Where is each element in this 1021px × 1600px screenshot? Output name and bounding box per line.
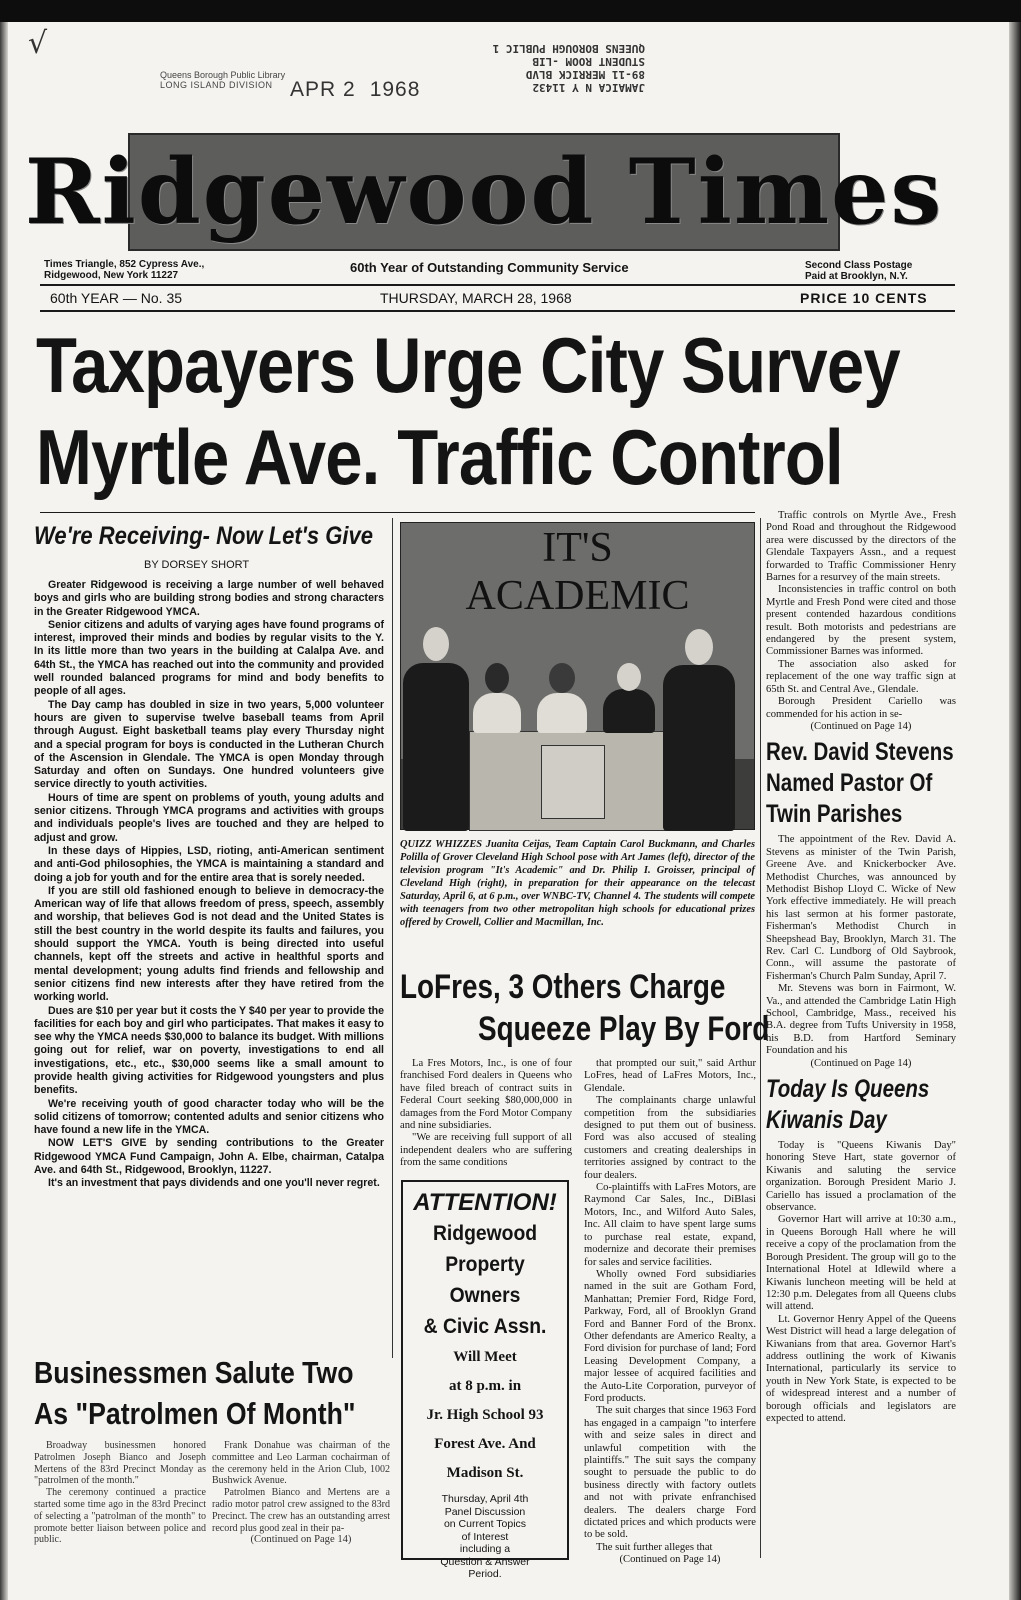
- ad-org-line-2: Property Owners: [445, 1253, 525, 1307]
- ymca-paragraph: Hours of time are spent on problems of youth, young adults and senior citizens. Through YMCA programs and activities with groups and individuals people's lives are touched and they are helped to adjust and grow.: [34, 791, 384, 844]
- mailing-label-line: JAMAICA N Y 11432: [532, 81, 645, 94]
- person-student-2: [537, 693, 587, 733]
- person-student-1: [473, 693, 521, 733]
- scan-left-edge: [0, 22, 8, 1600]
- lofres-paragraph: The complainants charge unlawful competition from the subsidiaries designed to put them out of business. Ford was also accused of stealing customers and creating dealerships in territories assigned by contract to the four dealers.: [584, 1095, 756, 1181]
- ad-detail-line: Question & Answer: [440, 1555, 530, 1568]
- ad-meet-line-4: Forest Ave. And: [434, 1436, 536, 1452]
- kiwanis-article: [766, 1074, 956, 1425]
- traffic-paragraph: Inconsistencies in traffic control on both Myrtle and Fresh Pond were cited and those present contended hazardous conditions result. Both motorists and pedestrians are endangered by the present system, Commissioner Barnes was informed.: [766, 584, 956, 658]
- businessmen-headline: [34, 1352, 356, 1434]
- person-student-3-head: [617, 663, 641, 691]
- lofres-paragraph: "We are receiving full support of all independent dealers who are suffering from the same conditions: [400, 1132, 572, 1169]
- ymca-article: [34, 522, 384, 1191]
- person-host-head: [423, 627, 449, 661]
- photo-caption: QUIZZ WHIZZES Juanita Ceijas, Team Captain Carol Buckmann, and Charles Polilla of Grover Cleveland High School pose with Art James (left), director of the television program "It's Academic" and Dr. Philip I. Groisser, principal of Cleveland High (right), in preparation for their appearance on the telecast Saturday, April 6, at 6 p.m., over WNBC-TV, Channel 4. The students will compete with teenagers from two other metropolitan high schools for educational prizes offered by Crowell, Collier and Macmillan, Inc.: [400, 839, 755, 928]
- kiwanis-paragraph: Today is "Queens Kiwanis Day" honoring Steve Hart, state governor of Kiwanis and saluting the service organization. Borough President Mario J. Cariello has issued a proclamation of the observance.: [766, 1140, 956, 1214]
- businessmen-paragraph: Broadway businessmen honored Patrolmen Joseph Bianco and Joseph Mertens of the 83rd Precinct Monday as "patrolmen of the month.": [34, 1440, 206, 1487]
- ad-detail-line: Period.: [468, 1568, 502, 1580]
- businessmen-paragraph: Frank Donahue was chairman of the committee and Leo Larman cochairman of the ceremony held in the Arion Club, 1002 Bushwick Avenue.: [212, 1440, 390, 1487]
- ad-detail-line: Panel Discussion: [444, 1505, 526, 1518]
- stevens-article: [766, 737, 956, 1070]
- traffic-article: [766, 510, 956, 733]
- ad-title: ATTENTION!: [413, 1189, 557, 1216]
- ad-detail-line: including a: [459, 1543, 511, 1555]
- kiwanis-paragraph: Lt. Governor Henry Appel of the Queens West District will head a large delegation of Kiwanians from that area. Governor Hart's address outlining the work of Kiwanis International, particularly its service to youth in New York State, is expected to be of widespread interest and a number of borough officials and legislators are expected to attend.: [766, 1313, 956, 1424]
- stevens-title-1: Rev. David Stevens: [766, 738, 954, 767]
- stevens-title-3: Twin Parishes: [766, 800, 903, 829]
- person-principal-head: [685, 629, 713, 665]
- folio-price: PRICE 10 CENTS: [800, 290, 928, 306]
- businessmen-title-2: As "Patrolmen Of Month": [34, 1396, 356, 1431]
- photo-sign-line-1: IT'S: [542, 525, 613, 571]
- ad-detail-line: of Interest: [461, 1530, 509, 1543]
- lofres-column-a: [400, 1058, 572, 1170]
- kiwanis-title-2: Kiwanis Day: [766, 1106, 887, 1135]
- handwritten-checkmark: √: [28, 26, 48, 61]
- businessmen-continued: (Continued on Page 14): [250, 1534, 352, 1546]
- lofres-paragraph: that prompted our suit," said Arthur LoFres, head of LaFres Motors, Inc., Glendale.: [584, 1058, 756, 1094]
- mailing-label-mirrored: [445, 42, 645, 94]
- mailing-label-line: QUEENS BOROUGH PUBLIC 1: [492, 42, 645, 55]
- folio-bottom-rule: [40, 310, 955, 312]
- traffic-paragraph: Borough President Cariello was commended for his action in se-: [766, 696, 956, 720]
- ad-org-line-3: & Civic Assn.: [423, 1315, 547, 1338]
- masthead-postage: [805, 260, 912, 282]
- ad-detail-line: on Current Topics: [443, 1518, 527, 1530]
- ad-org-line-1: Ridgewood: [432, 1222, 538, 1245]
- civic-assn-ad: [401, 1180, 569, 1580]
- masthead-address: [44, 259, 204, 281]
- main-headline: [36, 318, 981, 508]
- mailing-label-line: STUDENT ROOM -LIB: [532, 55, 645, 68]
- lofres-paragraph: Wholly owned Ford subsidiaries named in the suit are Gotham Ford, Manhattan; Premier Ford, Ridge Ford, Parkway, Ford, all of Brooklyn Grand Ford and Banner Ford of the Bronx. Other defendants are Americo Realty, a Ford division for purchase of land; Ford Leasing Development Company, a major lessee of acquired facilities and the Auto-Lite Corporation, purveyor of Ford products.: [584, 1268, 756, 1404]
- businessmen-paragraph: Patrolmen Bianco and Mertens are a radio motor patrol crew assigned to the 83rd Precinct. The crew has an outstanding arrest record plus good zeal in their pa-: [212, 1487, 390, 1534]
- scan-top-bar: [0, 0, 1021, 22]
- ad-meet-line-2: at 8 p.m. in: [448, 1378, 522, 1394]
- address-line-2: Ridgewood, New York 11227: [44, 270, 179, 281]
- ymca-paragraph: If you are still old fashioned enough to believe in democracy-the American way of life that allows freedom of press, speech, assembly and worship, that believes God is not dead and the United States is still the best country in the world despite its faults and failures, you should support the YMCA. Youth is being directed into useful channels, kept off the streets and active in healthful sports and mental development; young adults find friends and fellowship and senior citizens find new interests after they have retired from the working world.: [34, 884, 384, 1004]
- ad-meet-line-5: Madison St.: [446, 1465, 524, 1481]
- businessmen-column-b: [212, 1440, 390, 1546]
- person-student-1-head: [485, 663, 509, 693]
- person-student-3: [603, 689, 655, 733]
- kiwanis-paragraph: Governor Hart will arrive at 10:30 a.m., in Queens Borough Hall where he will receive a copy of the proclamation from the Borough President. The group will go to the International Hotel at Idlewild where a Kiwanis luncheon meeting will be held at 12:30 p.m. Delegates from all Queens clubs will attend.: [766, 1214, 956, 1313]
- quiz-podium: [541, 745, 605, 819]
- kiwanis-title-1: Today Is Queens: [766, 1075, 930, 1104]
- headline-line-2: Myrtle Ave. Traffic Control: [36, 413, 843, 501]
- lofres-title-2: Squeeze Play By Ford: [478, 1010, 770, 1048]
- ymca-paragraph: In these days of Hippies, LSD, rioting, anti-American sentiment and anti-God philosophies, the YMCA is maintaining a standard and doing a job for youth and for the entire area that is sorely needed.: [34, 844, 384, 884]
- column-divider: [392, 518, 393, 1358]
- postage-line-2: Paid at Brooklyn, N.Y.: [805, 271, 908, 282]
- headline-rule: [40, 512, 755, 513]
- stevens-paragraph: The appointment of the Rev. David A. Stevens as minister of the Twin Parish, Greene Ave. and Knickerbocker Ave. Methodist Churches, was announced by Methodist Bishop Lloyd C. Wicke of New York effective immediately. He will preach his last sermon at his former pastorate, Fisherman's Methodist Church in Sheepshead Bay, Brooklyn, March 31. The Rev. Carl C. Lundborg of Old Saybrook, Conn., will assume the pastorate of Fisherman's Church Palm Sunday, April 7.: [766, 834, 956, 982]
- stevens-title-2: Named Pastor Of: [766, 769, 933, 798]
- stevens-paragraph: Mr. Stevens was born in Fairmont, W. Va., and attended the Cambridge Latin High School, Cambridge, Mass., received his B.A. degree from Tufts University in 1958, his B.D. from Hartford Seminary Foundation and his: [766, 983, 956, 1057]
- headline-line-1: Taxpayers Urge City Survey: [36, 321, 900, 409]
- ymca-paragraph: NOW LET'S GIVE by sending contributions to the Greater Ridgewood YMCA Fund Campaign, John A. Elbe, chairman, Catalpa Ave. and 64th St., Ridgewood, Brooklyn, 11227.: [34, 1137, 384, 1177]
- ad-meet-line-1: Will Meet: [453, 1349, 517, 1365]
- traffic-paragraph: The association also asked for replacement of the one way traffic sign at 65th St. and Central Ave., Glendale.: [766, 658, 956, 695]
- ad-meet-line-3: Jr. High School 93: [426, 1407, 544, 1423]
- lofres-paragraph: La Fres Motors, Inc., is one of four franchised Ford dealers in Queens who have filed breach of contract suits in Federal Court seeking $80,000,000 in damages from the Ford Motor Company and nine subsidiaries.: [400, 1058, 572, 1132]
- lofres-paragraph: The suit further alleges that: [596, 1541, 713, 1553]
- businessmen-paragraph: The ceremony continued a practice started some time ago in the 83rd Precinct of selecting a "patrolman of the month" to promote better liaison between police and public.: [34, 1487, 206, 1546]
- businessmen-title-1: Businessmen Salute Two: [34, 1355, 354, 1390]
- traffic-continued: (Continued on Page 14): [810, 720, 912, 732]
- postage-line-1: Second Class Postage: [805, 260, 913, 271]
- person-host: [403, 663, 469, 831]
- masthead-banner: [24, 133, 944, 251]
- mailing-label-line: 89-11 MERRICK BLVD: [525, 68, 645, 81]
- lofres-title-1: LoFres, 3 Others Charge: [400, 968, 726, 1006]
- traffic-paragraph: Traffic controls on Myrtle Ave., Fresh Pond Road and throughout the Ridgewood area were discussed by the directors of the Glendale Taxpayers Assn., and a request forwarded to Traffic Commissioner Henry Barnes for a resurvey of the main streets.: [766, 510, 956, 584]
- photo-sign-line-2: ACADEMIC: [465, 573, 690, 619]
- businessmen-column-a: [34, 1440, 206, 1546]
- ymca-paragraph: Senior citizens and adults of varying ages have found programs of interest, improved their minds and bodies by regular visits to the Y. In its little more than two years in the building at Calalpa Ave. and 64th St., the YMCA has reached out into the community and provided well rounded balanced programs for mind and body benefits to people of all ages.: [34, 618, 384, 698]
- ymca-body: [34, 579, 384, 1191]
- folio-volume: 60th YEAR — No. 35: [50, 290, 183, 306]
- quiz-photo: [400, 522, 755, 830]
- masthead-title: Ridgewood Times: [24, 139, 944, 245]
- lofres-continued: (Continued on Page 14): [619, 1554, 721, 1566]
- received-date-day: APR 2: [290, 78, 356, 101]
- stevens-continued: (Continued on Page 14): [810, 1057, 912, 1069]
- lofres-paragraph: Co-plaintiffs with LaFres Motors, are Raymond Car Sales, Inc., DiBlasi Motors, Inc., and Wilford Auto Sales, Inc. All claim to have spent large sums to purchase real estate, expand, modernize and decorate their premises for sales and service facilities.: [584, 1182, 756, 1268]
- person-principal: [663, 665, 735, 831]
- library-stamp-division: LONG ISLAND DIVISION: [160, 80, 273, 90]
- ymca-byline: BY DORSEY SHORT: [144, 559, 250, 571]
- folio-date: THURSDAY, MARCH 28, 1968: [380, 290, 572, 306]
- received-date-stamp: [290, 78, 420, 102]
- received-date-year: 1968: [369, 78, 421, 101]
- ad-details: [403, 1493, 567, 1581]
- ymca-title: We're Receiving- Now Let's Give: [34, 522, 373, 550]
- address-line-1: Times Triangle, 852 Cypress Ave.,: [44, 259, 205, 270]
- library-stamp-name: Queens Borough Public Library: [160, 70, 286, 80]
- scan-right-edge: [1009, 22, 1021, 1600]
- ymca-paragraph: Dues are $10 per year but it costs the Y $40 per year to provide the facilities for each boy and girl who participates. That makes it easy to see why the YMCA needs $30,000 to balance its budget. With millions going out for relief, war on poverty, investigations to end all investigations, etc., etc., $30,000 seems like a small amount to provide health giving activities for Ridgewood youngsters and plus benefits.: [34, 1004, 384, 1097]
- ymca-paragraph: The Day camp has doubled in size in two years, 5,000 volunteer hours are given to supervise twelve baseball teams from April through August. Eight basketball teams play every Thursday night and a special program for boys is conducted in the Lutheran Church of the Ascension in Glendale. The YMCA is open Monday through Saturday and often on Sundays. One hundred volunteers give service directly to youth activities.: [34, 698, 384, 791]
- masthead-tagline: 60th Year of Outstanding Community Service: [350, 260, 629, 275]
- folio-top-rule: [40, 284, 955, 286]
- person-student-2-head: [549, 663, 575, 693]
- lofres-column-b: [584, 1058, 756, 1567]
- ymca-paragraph: We're receiving youth of good character today who will be the solid citizens of tomorrow; contented adults and senior citizens who have found a new life in the YMCA.: [34, 1097, 384, 1137]
- ymca-paragraph: It's an investment that pays dividends and one you'll never regret.: [48, 1177, 380, 1190]
- ad-detail-line: Thursday, April 4th: [441, 1493, 529, 1505]
- lofres-paragraph: The suit charges that since 1963 Ford has engaged in a campaign "to interfere with and seize sales in direct and unlawful competition with the plaintiffs." The suit says the company sought to persuade the public to do business directly with factory outlets and not with private enfranchised dealers. The dealers charge Ford dictated prices and which products were to be sold.: [584, 1405, 756, 1541]
- right-column: [766, 510, 956, 1425]
- ymca-paragraph: Greater Ridgewood is receiving a large number of well behaved boys and girls who are building strong bodies and strong characters in the Greater Ridgewood YMCA.: [34, 579, 384, 618]
